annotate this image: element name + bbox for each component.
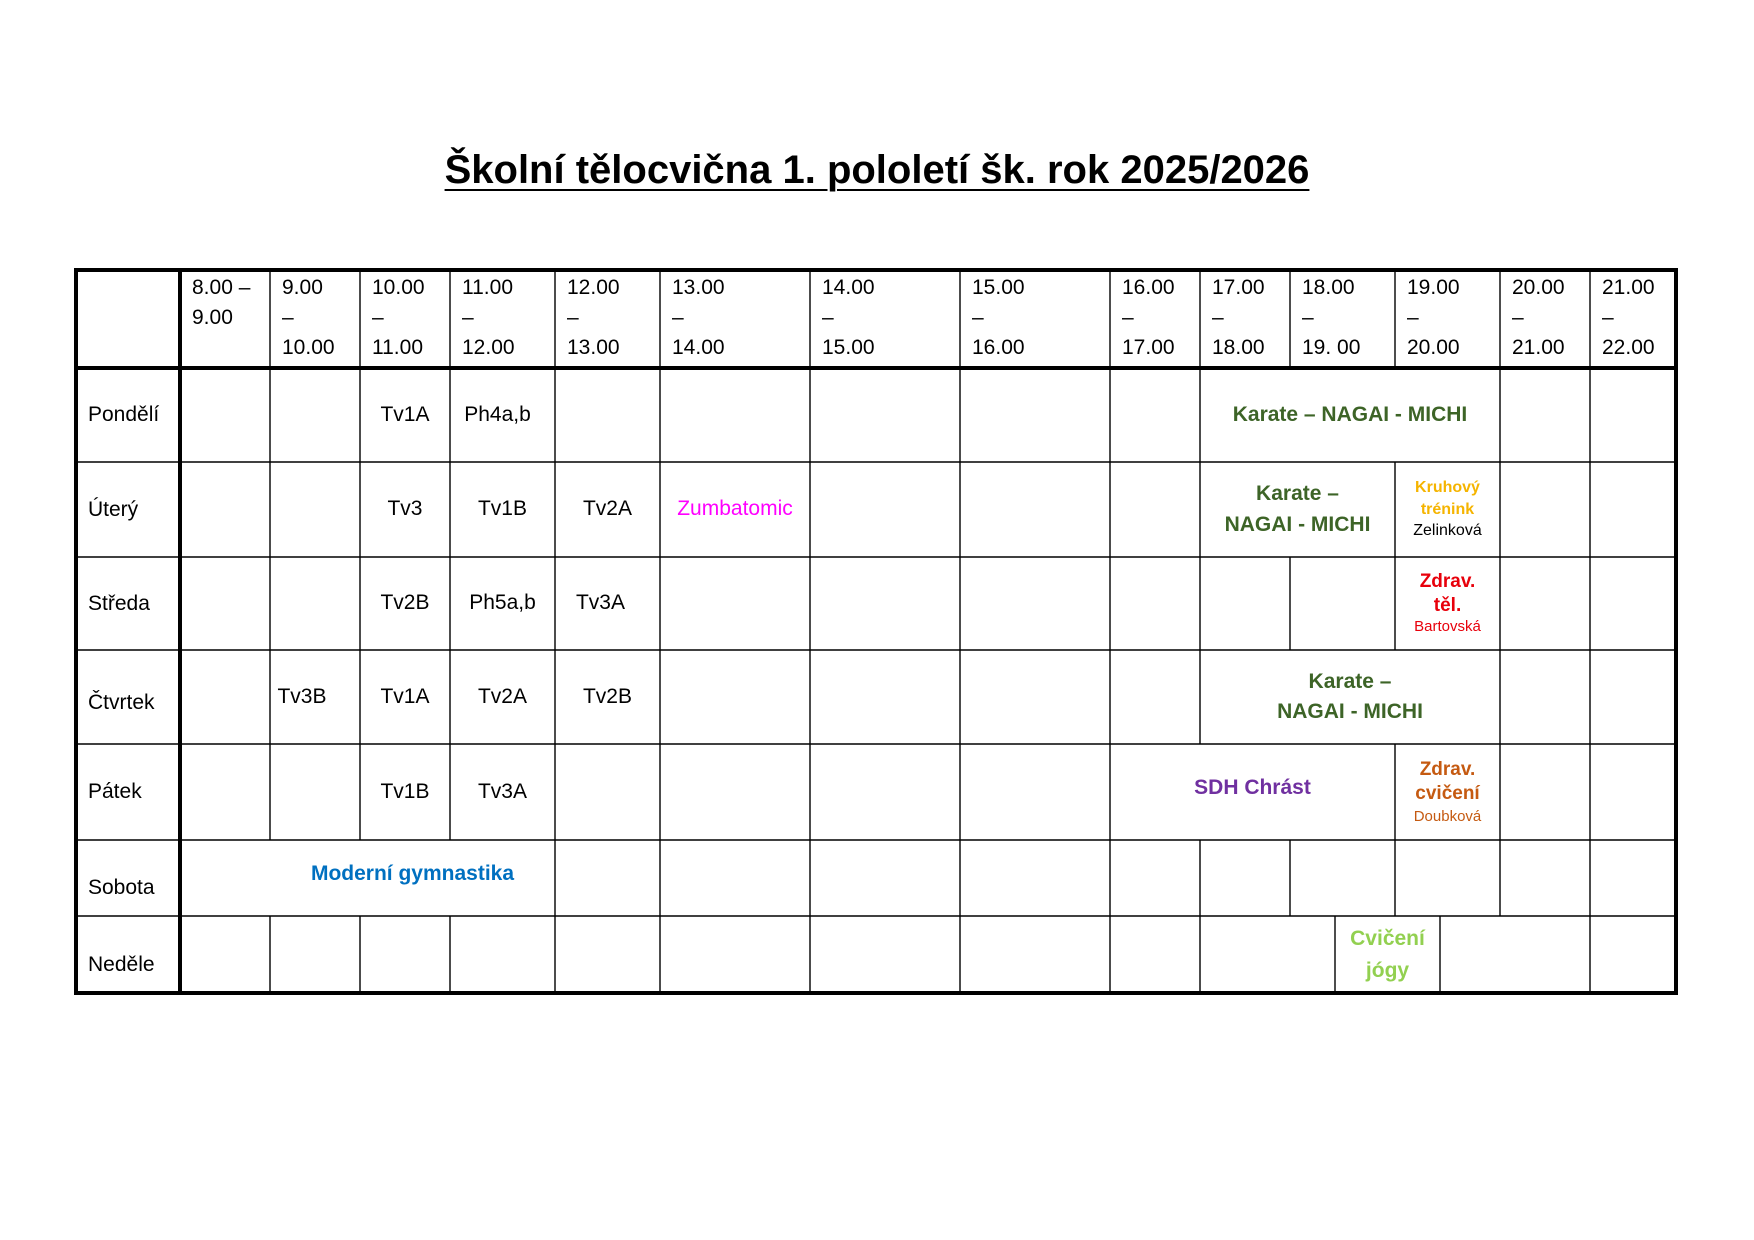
cell-ctvrtek-tv2a: Tv2A (477, 684, 527, 708)
day-label-nedele: Neděle (88, 952, 155, 976)
day-label-streda: Středa (88, 591, 150, 615)
kruhovy-line-1: Kruhový (1415, 479, 1480, 497)
zdrav-tel-trainer: Bartovská (1414, 617, 1481, 635)
cell-streda-tv3a: Tv3A (575, 591, 625, 615)
cell-patek-tv1b: Tv1B (380, 779, 430, 803)
cell-utery-tv1b: Tv1B (477, 497, 527, 521)
cell-patek-tv3a: Tv3A (477, 779, 527, 803)
zdrav-cviceni-line-2: cvičení (1415, 783, 1480, 805)
karate-line-2: NAGAI - MICHI (1224, 512, 1371, 536)
header-slot-9: 9.00 – 10.00 (282, 276, 335, 359)
karate-line-2: NAGAI - MICHI (1277, 700, 1423, 723)
cell-streda-tv2b: Tv2B (380, 591, 430, 615)
cell-utery-tv2a: Tv2A (582, 497, 632, 521)
page-title: Školní tělocvična 1. pololetí šk. rok 2025/2026 (444, 148, 1310, 192)
header-slot-13: 13.00 – 14.00 (672, 276, 725, 359)
header-slot-20: 20.00 – 21.00 (1512, 276, 1565, 359)
cell-pondeli-ph4ab: Ph4a,b (464, 402, 531, 426)
kruhovy-line-2: trénink (1420, 500, 1475, 518)
karate-line-1: Karate – (1308, 669, 1392, 693)
cell-sobota-moderni-gymnastika: Moderní gymnastika (310, 861, 515, 885)
day-label-utery: Úterý (88, 497, 139, 521)
header-slot-17: 17.00 – 18.00 (1212, 276, 1265, 359)
cell-ctvrtek-tv3b: Tv3B (277, 684, 327, 708)
cell-ctvrtek-karate (1200, 650, 1500, 744)
cell-nedele-cviceni-jogy (1335, 916, 1440, 993)
cell-utery-karate (1200, 462, 1395, 557)
cell-ctvrtek-tv2b: Tv2B (582, 684, 632, 708)
header-slot-12: 12.00 – 13.00 (567, 276, 620, 359)
zdrav-cviceni-line-1: Zdrav. (1419, 758, 1476, 780)
day-label-patek: Pátek (88, 780, 142, 803)
day-label-sobota: Sobota (88, 876, 155, 899)
cell-patek-sdh-chrast: SDH Chrást (1194, 775, 1311, 799)
zdrav-tel-line-1: Zdrav. (1419, 571, 1476, 593)
header-slot-18: 18.00 – 19. 00 (1302, 276, 1361, 359)
kruhovy-trainer: Zelinková (1413, 522, 1482, 540)
cell-ctvrtek-tv1a: Tv1A (380, 684, 430, 708)
header-slot-21: 21.00 – 22.00 (1602, 276, 1655, 359)
cell-patek-zdrav-cviceni (1395, 744, 1500, 840)
cell-streda-ph5ab: Ph5a,b (469, 591, 536, 615)
joga-line-1: Cvičení (1350, 927, 1425, 950)
cell-pondeli-karate: Karate – NAGAI - MICHI (1232, 402, 1468, 426)
cell-utery-kruhovy-trenink (1395, 462, 1500, 557)
header-slot-10: 10.00 – 11.00 (372, 276, 425, 359)
cell-pondeli-tv1a: Tv1A (380, 402, 430, 426)
cell-streda-zdrav-tel (1395, 557, 1500, 650)
cell-utery-tv3: Tv3 (387, 497, 423, 521)
header-slot-16: 16.00 – 17.00 (1122, 276, 1175, 359)
day-label-pondeli: Pondělí (88, 403, 160, 426)
header-slot-8: 8.00 – 9.00 (192, 276, 251, 329)
cell-utery-zumbatomic: Zumbatomic (677, 497, 793, 521)
header-slot-19: 19.00 – 20.00 (1407, 276, 1460, 359)
zdrav-tel-line-2: těl. (1433, 595, 1462, 617)
header-slot-15: 15.00 – 16.00 (972, 276, 1025, 359)
header-slot-11: 11.00 – 12.00 (462, 276, 515, 359)
zdrav-cviceni-trainer: Doubková (1413, 807, 1482, 825)
karate-line-1: Karate – (1256, 482, 1339, 506)
joga-line-2: jógy (1365, 958, 1410, 982)
header-slot-14: 14.00 – 15.00 (822, 276, 875, 359)
day-label-ctvrtek: Čtvrtek (88, 691, 155, 714)
